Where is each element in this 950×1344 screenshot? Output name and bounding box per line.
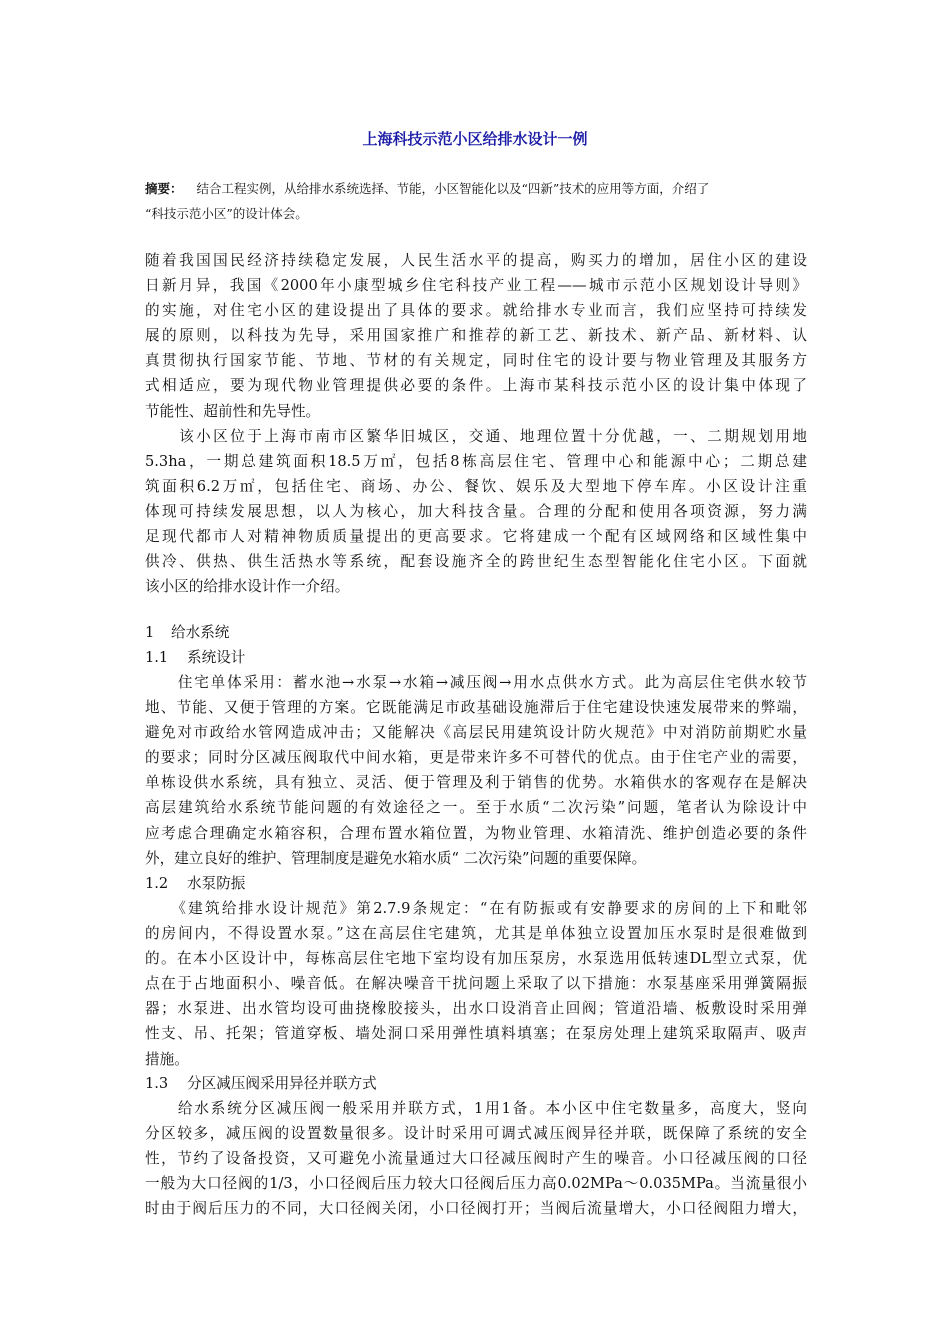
paragraph-line: 体现可持续发展思想，以人为核心，加大科技含量。合理的分配和使用各项资源，努力满 bbox=[145, 502, 807, 520]
subsection-heading bbox=[145, 1071, 377, 1096]
subsection-number: 1.1 bbox=[145, 649, 169, 666]
subsection-heading bbox=[145, 645, 245, 670]
paragraph-line: 外，建立良好的维护、管理制度是避免水箱水质“ 二次污染”问题的重要保障。 bbox=[145, 849, 647, 867]
paragraph-line: 单栋设供水系统，具有独立、灵活、便于管理及利于销售的优势。水箱供水的客观存在是解决 bbox=[145, 774, 807, 792]
paragraph-line: 点在于占地面积小、噪音低。在解决噪音干扰问题上采取了以下措施：水泵基座采用弹簧隔振 bbox=[145, 975, 807, 993]
paragraph-line: 的。在本小区设计中，每栋高层住宅地下室均设有加压泵房，水泵选用低转速DL型立式泵，优 bbox=[145, 950, 807, 968]
paragraph-line: 的实施，对住宅小区的建设提出了具体的要求。就给排水专业而言，我们应坚持可持续发 bbox=[145, 302, 807, 320]
paragraph-line: 展的原则，以科技为先导，采用国家推广和推荐的新工艺、新技术、新产品、新材料、认 bbox=[145, 327, 807, 345]
paragraph-line: 的要求；同时分区减压阀取代中间水箱，更是带来许多不可替代的优点。由于住宅产业的需要， bbox=[145, 749, 807, 767]
intro-paragraphs bbox=[145, 248, 807, 599]
paragraph-line: 日新月异，我国《2000年小康型城乡住宅科技产业工程——城市示范小区规划设计导则》 bbox=[145, 277, 807, 295]
subsection-1-3-body bbox=[145, 1096, 807, 1221]
subsection-1-1-body bbox=[145, 670, 807, 871]
paragraph-line: 高层建筑给水系统节能问题的有效途径之一。至于水质“二次污染”问题，笔者认为除设计中 bbox=[145, 799, 807, 817]
paragraph-line: 分区较多，减压阀的设置数量很多。设计时采用可调式减压阀异径并联，既保障了系统的安全 bbox=[145, 1125, 807, 1143]
paragraph-line: 应考虑合理确定水箱容积，合理布置水箱位置，为物业管理、水箱清洗、维护创造必要的条件 bbox=[145, 824, 807, 842]
paragraph-line: 器；水泵进、出水管均设可曲挠橡胶接头，出水口设消音止回阀；管道沿墙、板敷设时采用弹 bbox=[145, 1000, 807, 1018]
paragraph-line: 真贯彻执行国家节能、节地、节材的有关规定，同时住宅的设计要与物业管理及其服务方 bbox=[145, 352, 807, 370]
subsection-heading bbox=[145, 871, 245, 896]
abstract-text: 结合工程实例，从给排水系统选择、节能，小区智能化以及“四新”技术的应用等方面，介绍了 bbox=[196, 181, 710, 196]
subsection-title: 分区减压阀采用异径并联方式 bbox=[187, 1075, 377, 1092]
paragraph-line: 足现代都市人对精神物质质量提出的更高要求。它将建成一个配有区域网络和区域性集中 bbox=[145, 528, 807, 546]
paragraph-line: 措施。 bbox=[145, 1050, 189, 1068]
abstract-line: “科技示范小区”的设计体会。 bbox=[145, 206, 308, 221]
paragraph-line: 地、节能、又便于管理的方案。它既能满足市政基础设施滞后于住宅建设快速发展带来的弊端， bbox=[145, 699, 807, 717]
subsection-1-2-body bbox=[145, 896, 807, 1072]
subsection-title: 系统设计 bbox=[187, 649, 246, 666]
paragraph-line: 随着我国国民经济持续稳定发展，人民生活水平的提高，购买力的增加，居住小区的建设 bbox=[145, 252, 807, 269]
document-title: 上海科技示范小区给排水设计一例 bbox=[362, 130, 588, 148]
paragraph-line: 该小区的给排水设计作一介绍。 bbox=[145, 578, 350, 596]
subsection-number: 1.3 bbox=[145, 1075, 169, 1092]
abstract-line bbox=[145, 176, 807, 201]
paragraph-line: 5.3ha，一期总建筑面积18.5万㎡，包括8栋高层住宅、管理中心和能源中心；二期总建 bbox=[145, 452, 807, 470]
subsection-number: 1.2 bbox=[145, 875, 169, 892]
paragraph-line: 给水系统分区减压阀一般采用并联方式，1用1备。本小区中住宅数量多，高度大，竖向 bbox=[145, 1100, 807, 1117]
paragraph-line: 性支、吊、托架；管道穿板、墙处洞口采用弹性填料填塞；在泵房处理上建筑采取隔声、吸声 bbox=[145, 1025, 807, 1043]
paragraph-line: 式相适应，要为现代物业管理提供必要的条件。上海市某科技示范小区的设计集中体现了 bbox=[145, 377, 807, 395]
abstract-label: 摘要： bbox=[145, 181, 183, 196]
abstract bbox=[145, 176, 807, 226]
paragraph-line: 节能性、超前性和先导性。 bbox=[145, 402, 321, 420]
paragraph-line: 该小区位于上海市南市区繁华旧城区，交通、地理位置十分优越，一、二期规划用地 bbox=[145, 427, 807, 445]
paragraph-line: 的房间内，不得设置水泵。”这在高层住宅建筑，尤其是单体独立设置加压水泵时是很难做到 bbox=[145, 925, 807, 943]
section-title: 给水系统 bbox=[171, 624, 230, 641]
subsection-title: 水泵防振 bbox=[187, 875, 246, 892]
paragraph-line: 《建筑给排水设计规范》第2.7.9条规定：“在有防振或有安静要求的房间的上下和毗邻 bbox=[145, 900, 807, 917]
paragraph-line: 时由于阀后压力的不同，大口径阀关闭，小口径阀打开；当阀后流量增大，小口径阀阻力增大， bbox=[145, 1200, 807, 1218]
section-number: 1 bbox=[145, 624, 155, 641]
paragraph-line: 住宅单体采用：蓄水池→水泵→水箱→减压阀→用水点供水方式。此为高层住宅供水较节 bbox=[145, 674, 807, 691]
paragraph-line: 避免对市政给水管网造成冲击；又能解决《高层民用建筑设计防火规范》中对消防前期贮水量 bbox=[145, 724, 807, 742]
section-heading bbox=[145, 620, 229, 645]
paragraph-line: 筑面积6.2万㎡，包括住宅、商场、办公、餐饮、娱乐及大型地下停车库。小区设计注重 bbox=[145, 477, 807, 495]
paragraph-line: 一般为大口径阀的1/3，小口径阀后压力较大口径阀后压力高0.02MPa～0.035MPa。当流量很小 bbox=[145, 1175, 807, 1193]
paragraph-line: 供冷、供热、供生活热水等系统，配套设施齐全的跨世纪生态型智能化住宅小区。下面就 bbox=[145, 553, 807, 571]
paragraph-line: 性，节约了设备投资，又可避免小流量通过大口径减压阀时产生的噪音。小口径减压阀的口径 bbox=[145, 1150, 807, 1168]
